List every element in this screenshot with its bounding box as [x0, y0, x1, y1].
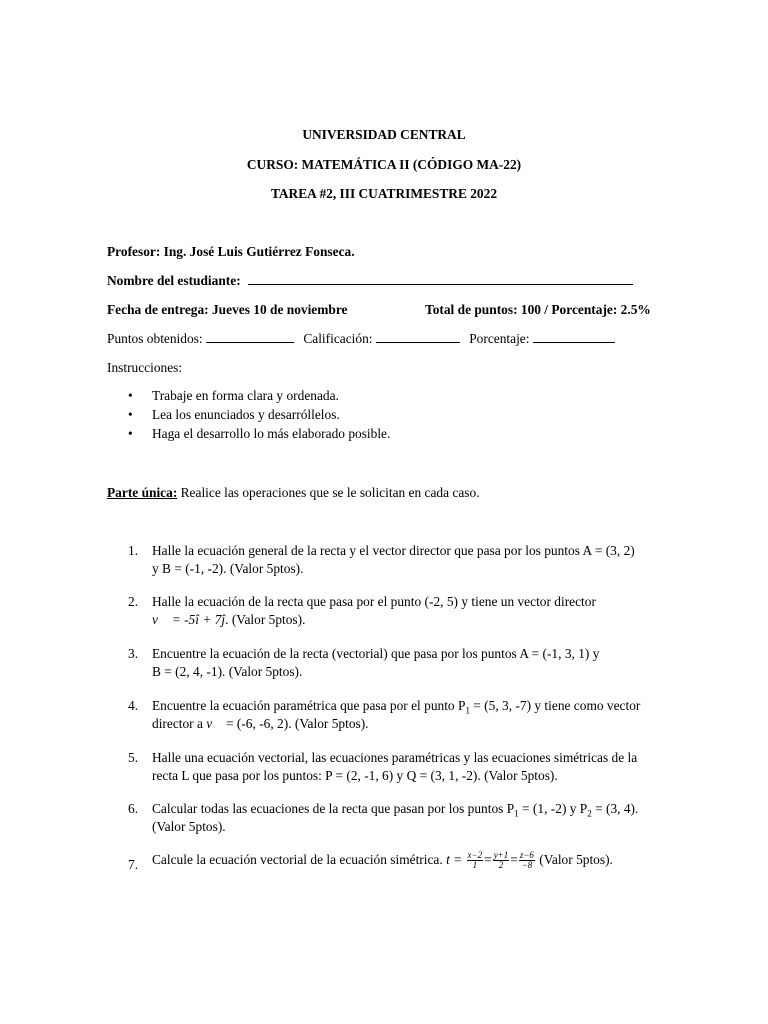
fraction-denominator: 2: [498, 860, 504, 871]
equals-sign: =: [510, 852, 518, 868]
question-text: Encuentre la ecuación de la recta (vectorial) que pasa por los puntos A = (-1, 3, 1) y: [152, 646, 600, 661]
question-text: Calcular todas las ecuaciones de la recta que pasan por los puntos P: [152, 801, 515, 816]
question-number: 1.: [128, 543, 139, 558]
question-text-line1: [152, 697, 661, 717]
direction-vector: v⃗ = -5î + 7ĵ: [152, 612, 226, 627]
total-points: Total de puntos: 100 / Porcentaje: 2.5%: [425, 302, 651, 317]
fraction-denominator: 1: [472, 860, 478, 871]
direction-vector: v⃗: [206, 716, 223, 731]
points-obtained-label: Puntos obtenidos:: [107, 331, 203, 346]
grade-blank: [376, 331, 460, 343]
percentage-blank: [533, 331, 615, 343]
question-text: director a: [152, 716, 207, 731]
question-number: 3.: [128, 646, 139, 661]
scores-line: [107, 330, 615, 348]
question-text-line2: [152, 611, 661, 629]
fraction-z: [519, 851, 535, 871]
subscript: 2: [587, 808, 592, 819]
question-number: 2.: [128, 594, 139, 609]
question-text: Halle la ecuación general de la recta y el vector director que pasa por los puntos A = (3, 2): [152, 543, 635, 558]
question-text: Halle una ecuación vectorial, las ecuaciones paramétricas y las ecuaciones simétricas de la: [152, 750, 638, 765]
question-text: Encuentre la ecuación paramétrica que pasa por el punto P: [152, 698, 466, 713]
fraction-numerator: x−2: [467, 850, 483, 860]
university-title: UNIVERSIDAD CENTRAL: [302, 127, 466, 142]
question-text-line2: [152, 715, 661, 733]
part-text: Realice las operaciones que se le solicitan en cada caso.: [177, 485, 480, 500]
fraction-x: [467, 851, 484, 871]
fraction-numerator: z−6: [519, 850, 534, 860]
part-label: Parte única:: [107, 485, 178, 500]
question-text-line1: [152, 851, 661, 871]
question-text: = (1, -2) y P: [518, 801, 588, 816]
fraction-numerator: y+1: [493, 850, 509, 860]
assignment-title: TAREA #2, III CUATRIMESTRE 2022: [270, 186, 498, 201]
instructions-title: Instrucciones:: [107, 360, 183, 375]
professor-line: Profesor: Ing. José Luis Gutiérrez Fonseca.: [107, 244, 355, 259]
equals-sign: =: [484, 852, 492, 868]
question-number: 4.: [128, 698, 139, 713]
question-text-line1: [152, 800, 661, 820]
question-number: 5.: [128, 750, 139, 765]
question-number: 6.: [128, 801, 139, 816]
question-text: recta L que pasa por los puntos: P = (2, -1, 6) y Q = (3, 1, -2). (Valor 5ptos).: [152, 768, 558, 783]
equation-t: t =: [446, 852, 463, 868]
instruction-item: • Haga el desarrollo lo más elaborado posible.: [128, 425, 390, 444]
fraction-y: [493, 851, 510, 871]
due-date: Fecha de entrega: Jueves 10 de noviembre: [107, 302, 348, 317]
subscript: 1: [514, 808, 519, 819]
subscript: 1: [465, 705, 470, 716]
student-name-label: Nombre del estudiante:: [107, 273, 241, 288]
points-obtained-blank: [206, 331, 294, 343]
instruction-item: • Lea los enunciados y desarróllelos.: [128, 406, 390, 425]
question-text: B = (2, 4, -1). (Valor 5ptos).: [152, 664, 303, 679]
question-text: = (-6, -6, 2). (Valor 5ptos).: [222, 716, 369, 731]
question-text: Halle la ecuación de la recta que pasa por el punto (-2, 5) y tiene un vector director: [152, 594, 596, 609]
question-tail: . (Valor 5ptos).: [225, 612, 306, 627]
instruction-item: • Trabaje en forma clara y ordenada.: [128, 387, 390, 406]
course-title: CURSO: MATEMÁTICA II (CÓDIGO MA-22): [246, 157, 522, 172]
question-text: y B = (-1, -2). (Valor 5ptos).: [152, 561, 304, 576]
part-heading: [107, 484, 480, 502]
question-text: (Valor 5ptos).: [152, 819, 226, 834]
question-text: = (3, 4).: [591, 801, 639, 816]
question-text: Calcule la ecuación vectorial de la ecuación simétrica.: [152, 852, 447, 868]
instructions-list: [128, 387, 390, 444]
question-text: = (5, 3, -7) y tiene como vector: [469, 698, 641, 713]
question-text: (Valor 5ptos).: [535, 852, 613, 868]
student-name-line: [107, 272, 633, 290]
question-number: 7.: [128, 857, 139, 872]
student-name-blank: [248, 273, 633, 285]
fraction-denominator: −8: [521, 860, 533, 871]
grade-label: Calificación:: [303, 331, 373, 346]
percentage-label: Porcentaje:: [469, 331, 530, 346]
